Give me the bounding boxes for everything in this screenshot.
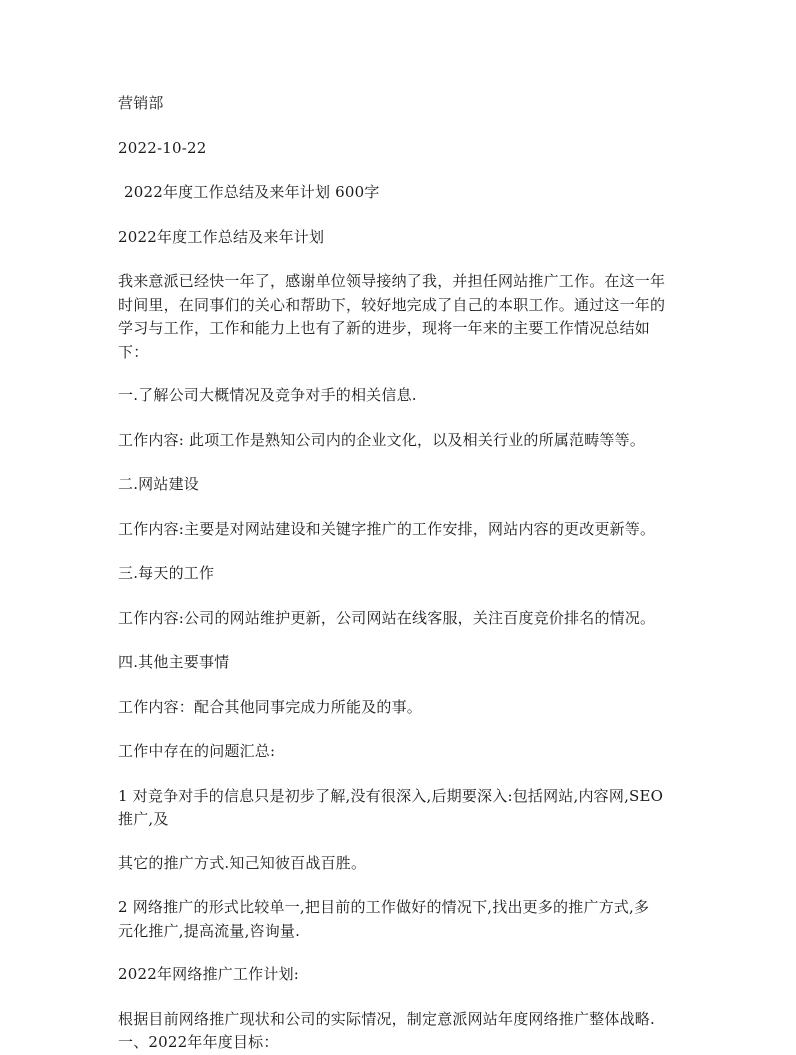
document-title: 2022年度工作总结及来年计划 600字: [124, 183, 380, 201]
problem-2-line: 元化推广,提高流量,咨询量.: [118, 921, 301, 940]
problem-1-line: 推广,及: [118, 810, 169, 828]
plan-goal-line: 一、2022年年度目标：: [118, 1033, 279, 1051]
intro-line: 学习与工作，工作和能力上也有了新的进步，现将一年来的主要工作情况总结如: [118, 319, 651, 337]
problem-2-paragraph: [118, 896, 696, 943]
section-2-heading: 二.网站建设: [118, 475, 199, 493]
section-3-heading: 三.每天的工作: [118, 564, 215, 582]
problems-heading: 工作中存在的问题汇总:: [118, 742, 276, 760]
plan-intro-line: 根据目前网络推广现状和公司的实际情况，制定意派网站年度网络推广整体战略.: [118, 1009, 655, 1028]
section-4-heading: 四.其他主要事情: [118, 653, 230, 671]
problem-1-paragraph: [118, 785, 696, 832]
section-1-content: 工作内容: 此项工作是熟知公司内的企业文化，以及相关行业的所属范畴等等。: [118, 430, 646, 449]
intro-line: 下：: [118, 342, 149, 361]
document-subtitle: 2022年度工作总结及来年计划: [118, 227, 325, 246]
section-4-content: 工作内容：配合其他同事完成力所能及的事。: [118, 697, 423, 716]
section-1-heading: 一.了解公司大概情况及竞争对手的相关信息.: [118, 386, 417, 404]
intro-line: 我来意派已经快一年了，感谢单位领导接纳了我，并担任网站推广工作。在这一年: [118, 272, 666, 290]
department-label: 营销部: [118, 94, 164, 112]
problem-2-line: 2 网络推广的形式比较单一,把目前的工作做好的情况下,找出更多的推广方式,多: [118, 898, 650, 916]
problem-1-continuation: 其它的推广方式.知己知彼百战百胜。: [118, 853, 367, 872]
document-date: 2022-10-22: [118, 138, 207, 157]
problem-1-line: 1 对竞争对手的信息只是初步了解,没有很深入,后期要深入:包括网站,内容网,SEO: [118, 786, 664, 805]
section-2-content: 工作内容:主要是对网站建设和关键字推广的工作安排，网站内容的更改更新等。: [118, 519, 656, 538]
plan-heading: 2022年网络推广工作计划:: [118, 965, 300, 983]
intro-line: 时间里，在同事们的关心和帮助下，较好地完成了自己的本职工作。通过这一年的: [118, 295, 666, 314]
plan-paragraph: [118, 1008, 696, 1055]
intro-paragraph: [118, 270, 696, 364]
section-3-content: 工作内容:公司的网站维护更新，公司网站在线客服，关注百度竞价排名的情况。: [118, 608, 656, 627]
